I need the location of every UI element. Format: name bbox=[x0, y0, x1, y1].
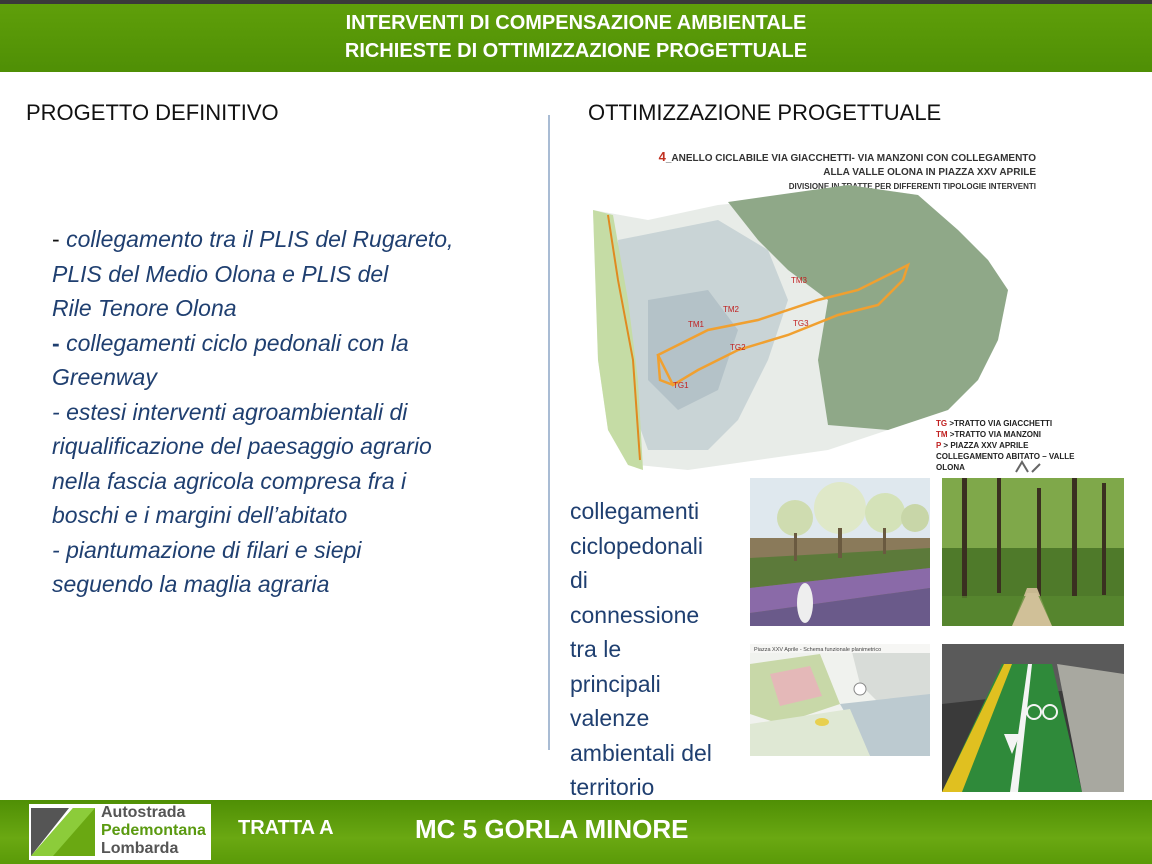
right-column-title: OTTIMIZZAZIONE PROGETTUALE bbox=[588, 100, 942, 125]
logo bbox=[29, 804, 211, 860]
photo-forest-path bbox=[942, 478, 1124, 626]
header-line-2: RICHIESTE DI OTTIMIZZAZIONE PROGETTUALE bbox=[344, 40, 808, 62]
logo-text-line-3: Lombarda bbox=[101, 840, 179, 857]
left-column-title: PROGETTO DEFINITIVO bbox=[26, 100, 279, 125]
footer-tratta: TRATTA A bbox=[238, 817, 334, 839]
column-divider bbox=[548, 115, 550, 750]
bullet-line: Rile Tenore Olona bbox=[52, 295, 237, 321]
bullet-line: Greenway bbox=[52, 364, 157, 390]
photo-bike-lane bbox=[942, 644, 1124, 792]
map-caption-number: 4 bbox=[658, 149, 666, 164]
logo-text-line-1: Autostrada bbox=[101, 804, 186, 821]
header-line-1: INTERVENTI DI COMPENSAZIONE AMBIENTALE bbox=[345, 12, 807, 34]
footer-title: MC 5 GORLA MINORE bbox=[415, 814, 689, 844]
map-label-tg3: TG3 bbox=[793, 319, 809, 328]
map-label-tg2: TG2 bbox=[730, 343, 746, 352]
bullet-line: boschi e i margini dell’abitato bbox=[52, 502, 348, 528]
photo-piazza-plan bbox=[750, 644, 930, 756]
bullet-line: seguendo la maglia agraria bbox=[52, 571, 330, 597]
map-label-tm2: TM2 bbox=[723, 305, 739, 314]
right-description: collegamenti ciclopedonali di connessione tra le principali valenze ambientali del territorio bbox=[570, 498, 712, 800]
map-caption-line-3: DIVISIONE IN TRATTE PER DIFFERENTI TIPOLOGIE INTERVENTI bbox=[788, 182, 1036, 191]
page-header bbox=[0, 0, 1152, 72]
bullet-line: nella fascia agricola compresa fra i bbox=[52, 467, 407, 494]
bullet-line: riqualificazione del paesaggio agrario bbox=[52, 433, 432, 459]
photo-tree-rows bbox=[750, 478, 930, 626]
bullet-line: - estesi interventi agroambientali di bbox=[52, 398, 408, 425]
map-caption-line-1: _ANELLO CICLABILE VIA GIACCHETTI- VIA MANZONI CON COLLEGAMENTO bbox=[665, 153, 1036, 164]
bullet-line: PLIS del Medio Olona e PLIS del bbox=[52, 260, 389, 287]
bullet-line: - collegamenti ciclo pedonali con la bbox=[52, 329, 409, 356]
map-legend: TG >TRATTO VIA GIACCHETTI TM >TRATTO VIA MANZONI P > PIAZZA XXV APRILE COLLEGAMENTO ABITATO – VALLE OLONA bbox=[936, 419, 1075, 472]
map-label-tg1: TG1 bbox=[673, 381, 689, 390]
north-arrow-icon bbox=[1012, 458, 1046, 476]
map-label-tm3: TM3 bbox=[791, 276, 807, 285]
map-label-tm1: TM1 bbox=[688, 320, 704, 329]
map-caption-line-2: ALLA VALLE OLONA IN PIAZZA XXV APRILE bbox=[823, 167, 1036, 178]
logo-text-line-2: Pedemontana bbox=[101, 822, 206, 839]
bullet-list bbox=[52, 222, 522, 602]
bullet-line: - collegamento tra il PLIS del Rugareto, bbox=[52, 226, 454, 252]
logo-mark-icon bbox=[29, 804, 99, 860]
bullet-line: - piantumazione di filari e siepi bbox=[52, 536, 362, 563]
plan-caption: Piazza XXV Aprile - Schema funzionale planimetrico bbox=[754, 647, 882, 653]
